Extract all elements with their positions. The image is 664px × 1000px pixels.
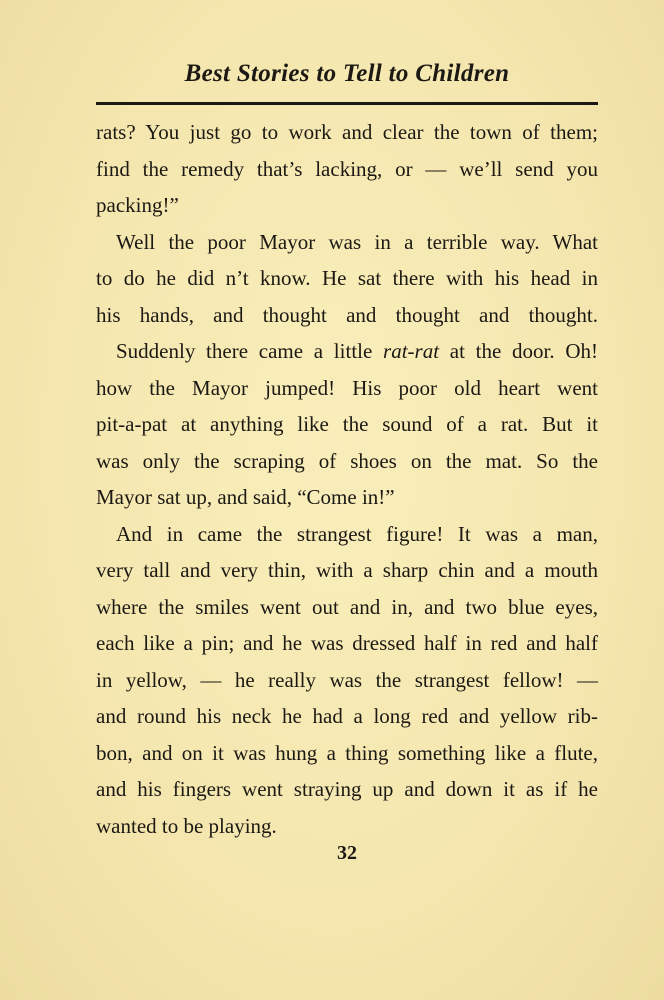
text-line: in yellow, — he really was the strangest fellow! — [96, 667, 598, 692]
page-body [96, 114, 598, 844]
text-segment: at the door. Oh! [439, 339, 598, 363]
text-line: Well the poor Mayor was in a terrible way. What [116, 229, 598, 254]
text-line: each like a pin; and he was dressed half in red and half [96, 631, 598, 655]
text-line: packing!” [96, 193, 179, 217]
text-line: and round his neck he had a long red and yellow rib- [96, 704, 598, 728]
text-line: pit-a-pat at anything like the sound of a rat. But it [96, 412, 598, 436]
text-segment: Suddenly there came a little [116, 339, 384, 363]
text-line: find the remedy that’s lacking, or — we’ll send you [96, 156, 598, 181]
text-line: very tall and very thin, with a sharp chin and a mouth [96, 558, 598, 582]
text-line: wanted to be playing. [96, 813, 277, 838]
text-line: bon, and on it was hung a thing something like a flute, [96, 740, 598, 765]
header-rule [96, 102, 598, 105]
text-line: rats? You just go to work and clear the town of them; [96, 120, 598, 144]
text-line-with-italic [96, 333, 598, 370]
italic-word: rat-rat [383, 339, 440, 363]
page-number: 32 [337, 842, 357, 864]
text-line: how the Mayor jumped! His poor old heart went [96, 375, 598, 400]
text-line: And in came the strangest figure! It was a man, [116, 521, 598, 546]
text-line: where the smiles went out and in, and two blue eyes, [96, 594, 598, 619]
text-line: and his fingers went straying up and down it as if he [96, 777, 598, 801]
running-header: Best Stories to Tell to Children [184, 60, 510, 87]
text-line: his hands, and thought and thought and thought. [96, 302, 598, 327]
text-line: Mayor sat up, and said, “Come in!” [96, 485, 395, 509]
text-line: was only the scraping of shoes on the mat. So the [96, 448, 598, 473]
text-line: to do he did n’t know. He sat there with his head in [96, 266, 598, 290]
